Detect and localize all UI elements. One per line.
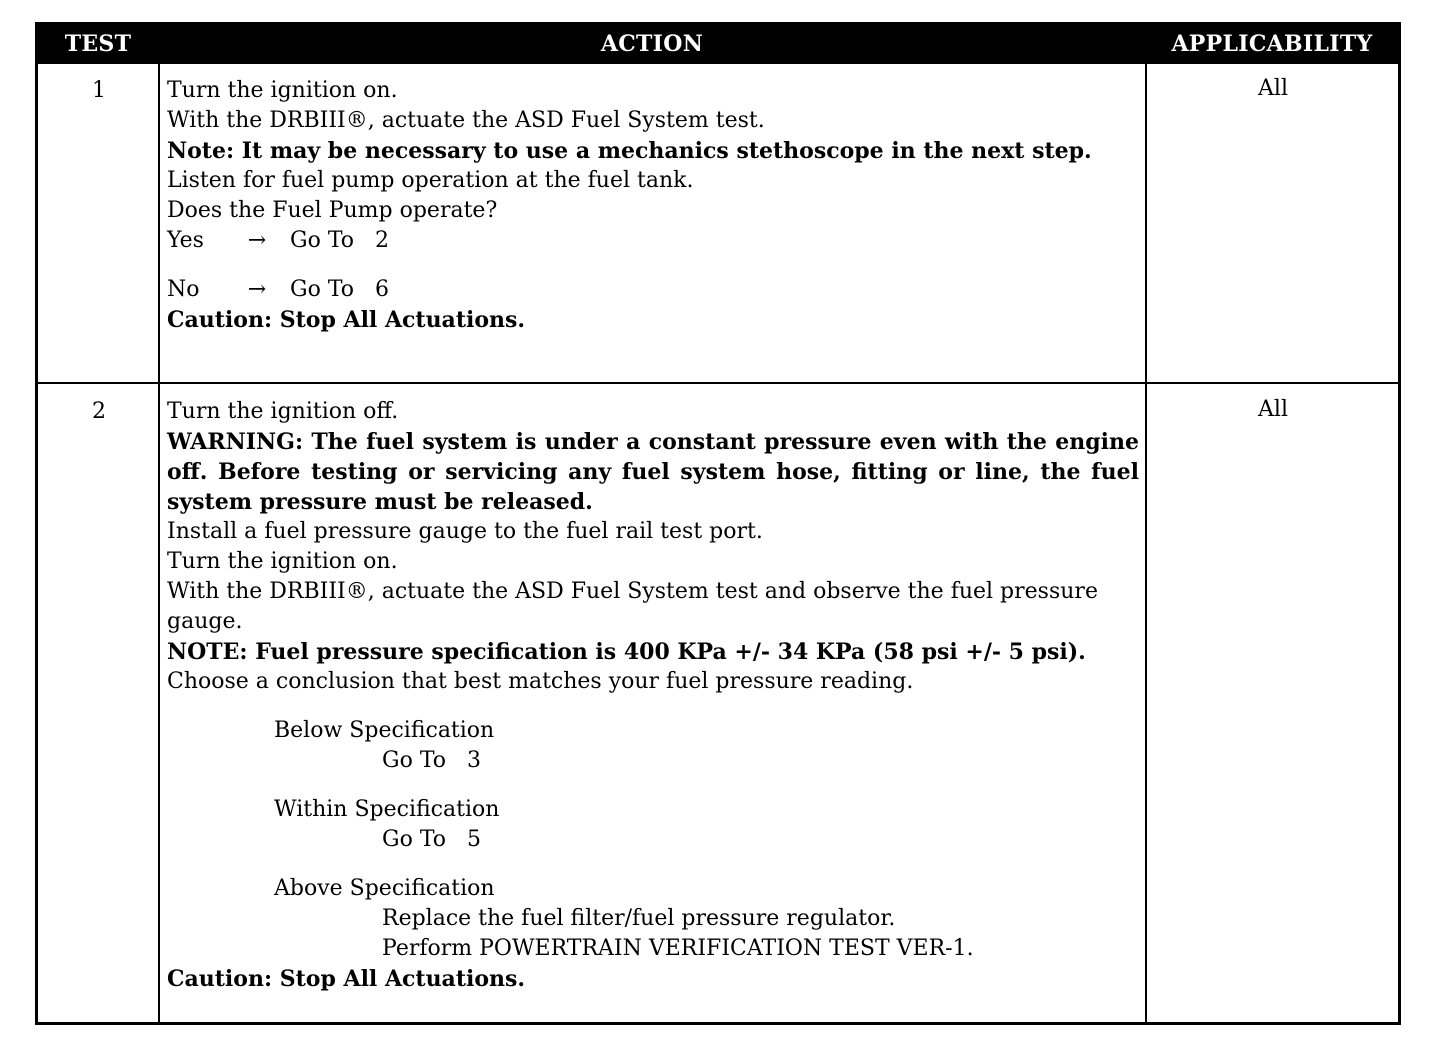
option-above	[274, 874, 1139, 964]
arrow-right-icon: →	[247, 228, 267, 253]
action-note: NOTE: Fuel pressure specification is 400 KPa +/- 34 KPa (58 psi +/- 5 psi).	[167, 639, 1086, 665]
header-test: TEST	[64, 31, 132, 57]
option-label: Within Specification	[274, 797, 500, 822]
header-action: ACTION	[600, 31, 704, 57]
caution-text: Caution: Stop All Actuations.	[167, 966, 526, 992]
header-applicability: APPLICABILITY	[1171, 31, 1373, 57]
goto-label: Go To	[290, 277, 355, 302]
option-within	[274, 795, 1139, 855]
action-warning: WARNING: The fuel system is under a constant pressure even with the engine off. Before testing or servicing any fuel system hose, fitting or line, the fuel system pressure must be released.	[167, 429, 1139, 515]
choice-label: No	[167, 277, 200, 302]
caution-text: Caution: Stop All Actuations.	[167, 307, 526, 333]
row-divider	[38, 382, 1398, 384]
goto-target: 6	[375, 277, 390, 302]
action-line: With the DRBIII®, actuate the ASD Fuel System test.	[167, 108, 765, 133]
applicability-1: All	[1258, 76, 1288, 101]
action-cell-2	[167, 397, 1139, 994]
test-number-2: 2	[92, 399, 106, 424]
column-divider	[1145, 64, 1147, 1022]
action-cell-1	[167, 76, 1139, 335]
option-result: Go To 5	[382, 827, 481, 852]
action-line: Turn the ignition on.	[167, 549, 398, 574]
action-line: Turn the ignition off.	[167, 399, 399, 424]
action-line: Listen for fuel pump operation at the fuel tank.	[167, 168, 694, 193]
diagnostic-table	[35, 22, 1401, 1025]
goto-target: 2	[375, 228, 390, 253]
action-line: Install a fuel pressure gauge to the fuel rail test port.	[167, 519, 763, 544]
action-line: With the DRBIII®, actuate the ASD Fuel System test and observe the fuel pressure gauge.	[167, 579, 1098, 634]
applicability-2: All	[1258, 397, 1288, 422]
table-header	[38, 25, 1398, 64]
action-note: Note: It may be necessary to use a mechanics stethoscope in the next step.	[167, 138, 1092, 164]
action-line: Choose a conclusion that best matches your fuel pressure reading.	[167, 669, 914, 694]
choice-label: Yes	[167, 228, 204, 253]
test-number-1: 1	[92, 78, 106, 103]
arrow-right-icon: →	[247, 277, 267, 302]
action-line: Turn the ignition on.	[167, 78, 398, 103]
option-result: Go To 3	[382, 748, 481, 773]
choice-yes	[167, 226, 1139, 256]
option-result: Perform POWERTRAIN VERIFICATION TEST VER-1.	[382, 936, 974, 961]
goto-label: Go To	[290, 228, 355, 253]
option-label: Below Specification	[274, 718, 495, 743]
action-line: Does the Fuel Pump operate?	[167, 198, 498, 223]
option-label: Above Specification	[274, 876, 495, 901]
option-result: Replace the fuel filter/fuel pressure regulator.	[382, 906, 896, 931]
option-below	[274, 716, 1139, 776]
column-divider	[158, 64, 160, 1022]
choice-no	[167, 275, 1139, 305]
